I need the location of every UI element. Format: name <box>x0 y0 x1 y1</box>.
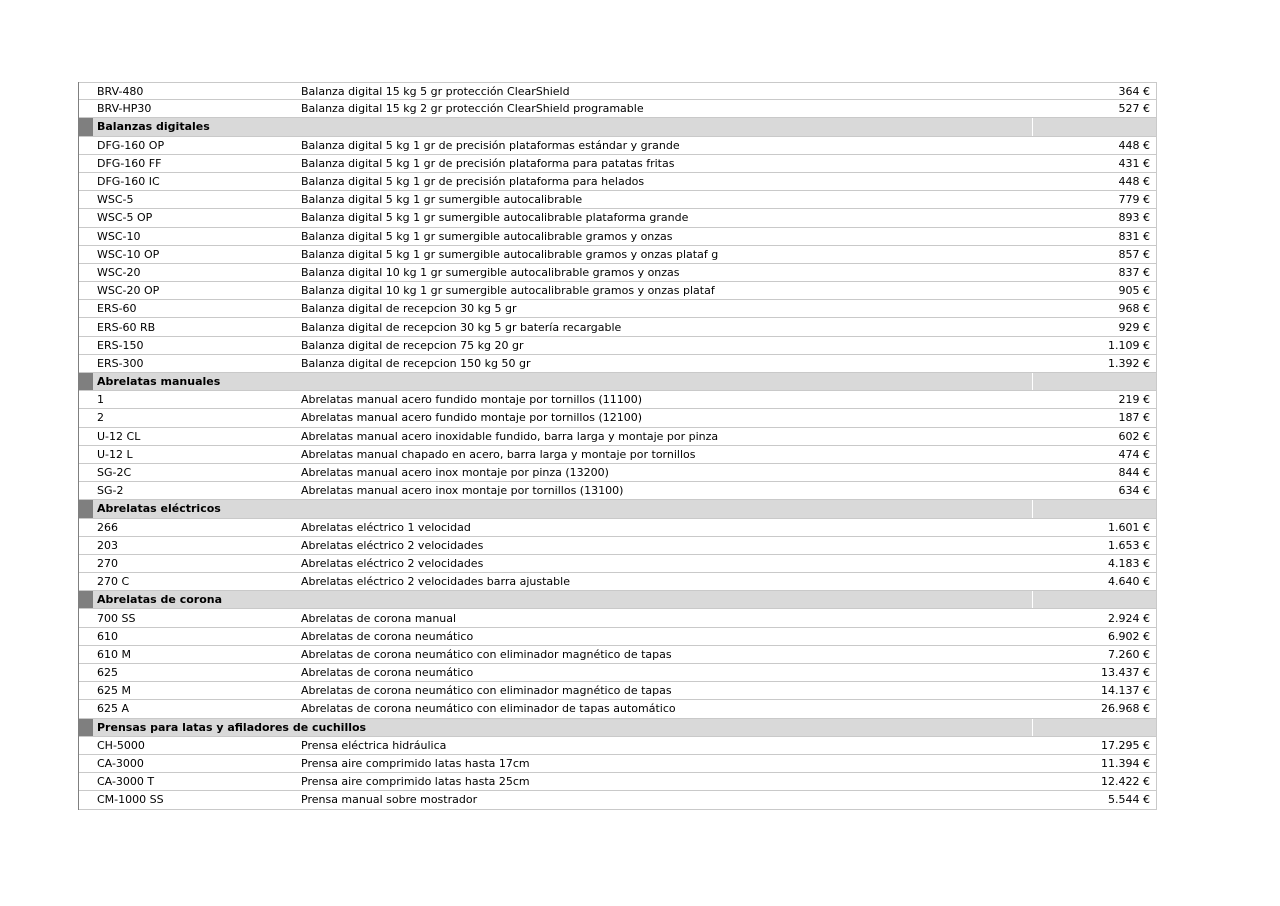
section-header-row <box>79 118 1157 136</box>
product-price: 844 € <box>1118 466 1150 480</box>
section-divider <box>1032 719 1033 736</box>
product-code: CA-3000 <box>97 757 144 771</box>
product-description: Prensa aire comprimido latas hasta 25cm <box>301 775 530 789</box>
table-row <box>79 446 1157 464</box>
product-description: Abrelatas manual acero inox montaje por tornillos (13100) <box>301 484 624 498</box>
product-price: 474 € <box>1118 447 1150 461</box>
table-row <box>79 82 1157 100</box>
table-row <box>79 100 1157 118</box>
product-description: Abrelatas eléctrico 2 velocidades <box>301 556 484 570</box>
section-marker <box>79 591 93 608</box>
section-title: Prensas para latas y afiladores de cuchillos <box>97 720 367 734</box>
product-description: Balanza digital 5 kg 1 gr sumergible autocalibrable plataforma grande <box>301 211 689 225</box>
row-gutter <box>79 264 93 281</box>
product-code: ERS-60 <box>97 302 137 316</box>
section-marker <box>79 719 93 736</box>
row-gutter <box>79 609 93 626</box>
table-row <box>79 537 1157 555</box>
product-price: 929 € <box>1118 320 1150 334</box>
row-gutter <box>79 482 93 499</box>
table-row <box>79 337 1157 355</box>
table-row <box>79 682 1157 700</box>
row-gutter <box>79 246 93 263</box>
row-gutter <box>79 664 93 681</box>
row-gutter <box>79 537 93 554</box>
product-price: 905 € <box>1118 284 1150 298</box>
product-code: DFG-160 IC <box>97 175 160 189</box>
product-code: ERS-300 <box>97 356 144 370</box>
table-row <box>79 628 1157 646</box>
product-price: 4.183 € <box>1108 556 1150 570</box>
product-price: 448 € <box>1118 175 1150 189</box>
section-divider <box>1032 118 1033 135</box>
product-price: 6.902 € <box>1108 629 1150 643</box>
table-row <box>79 228 1157 246</box>
product-price: 893 € <box>1118 211 1150 225</box>
row-gutter <box>79 100 93 117</box>
table-row <box>79 664 1157 682</box>
product-description: Balanza digital 5 kg 1 gr sumergible autocalibrable <box>301 193 583 207</box>
table-row <box>79 773 1157 791</box>
section-title: Abrelatas de corona <box>97 593 223 607</box>
table-row <box>79 282 1157 300</box>
product-code: WSC-10 <box>97 229 141 243</box>
table-row <box>79 646 1157 664</box>
row-gutter <box>79 209 93 226</box>
product-description: Balanza digital 5 kg 1 gr de precisión plataformas estándar y grande <box>301 138 680 152</box>
row-gutter <box>79 428 93 445</box>
table-row <box>79 555 1157 573</box>
row-gutter <box>79 228 93 245</box>
row-gutter <box>79 337 93 354</box>
row-gutter <box>79 155 93 172</box>
table-row <box>79 318 1157 336</box>
product-price: 2.924 € <box>1108 611 1150 625</box>
product-description: Balanza digital de recepcion 150 kg 50 gr <box>301 356 531 370</box>
product-code: 610 M <box>97 647 131 661</box>
product-code: 700 SS <box>97 611 136 625</box>
product-description: Abrelatas de corona neumático con eliminador de tapas automático <box>301 702 676 716</box>
row-gutter <box>79 355 93 372</box>
row-gutter <box>79 446 93 463</box>
product-description: Abrelatas de corona neumático <box>301 629 474 643</box>
product-code: U-12 L <box>97 447 133 461</box>
section-header-row <box>79 719 1157 737</box>
table-row <box>79 700 1157 718</box>
row-gutter <box>79 282 93 299</box>
row-gutter <box>79 646 93 663</box>
product-description: Balanza digital 15 kg 5 gr protección ClearShield <box>301 84 570 98</box>
product-description: Balanza digital de recepcion 75 kg 20 gr <box>301 338 524 352</box>
product-description: Prensa aire comprimido latas hasta 17cm <box>301 757 530 771</box>
product-code: DFG-160 FF <box>97 156 162 170</box>
product-price: 779 € <box>1118 193 1150 207</box>
product-code: 270 <box>97 556 118 570</box>
product-code: 625 M <box>97 684 131 698</box>
product-code: 1 <box>97 393 104 407</box>
product-description: Balanza digital 10 kg 1 gr sumergible autocalibrable gramos y onzas plataf <box>301 284 715 298</box>
table-row <box>79 173 1157 191</box>
product-price: 187 € <box>1118 411 1150 425</box>
row-gutter <box>79 555 93 572</box>
product-price: 364 € <box>1118 84 1150 98</box>
product-description: Abrelatas eléctrico 2 velocidades <box>301 538 484 552</box>
product-code: SG-2C <box>97 466 132 480</box>
product-price: 14.137 € <box>1101 684 1150 698</box>
section-title: Balanzas digitales <box>97 120 210 134</box>
product-price: 831 € <box>1118 229 1150 243</box>
table-row <box>79 391 1157 409</box>
table-row <box>79 300 1157 318</box>
section-title: Abrelatas eléctricos <box>97 502 221 516</box>
section-title: Abrelatas manuales <box>97 375 221 389</box>
table-row <box>79 264 1157 282</box>
product-price: 527 € <box>1118 102 1150 116</box>
product-code: WSC-20 OP <box>97 284 160 298</box>
product-code: ERS-60 RB <box>97 320 156 334</box>
product-description: Balanza digital 5 kg 1 gr de precisión plataforma para helados <box>301 175 645 189</box>
product-code: CH-5000 <box>97 738 145 752</box>
table-row <box>79 355 1157 373</box>
product-price: 26.968 € <box>1101 702 1150 716</box>
row-gutter <box>79 391 93 408</box>
product-code: WSC-20 <box>97 265 141 279</box>
product-description: Balanza digital 5 kg 1 gr sumergible autocalibrable gramos y onzas <box>301 229 673 243</box>
product-description: Balanza digital 5 kg 1 gr sumergible autocalibrable gramos y onzas plataf g <box>301 247 719 261</box>
row-gutter <box>79 318 93 335</box>
table-row <box>79 609 1157 627</box>
section-header-row <box>79 591 1157 609</box>
section-divider <box>1032 373 1033 390</box>
product-price: 431 € <box>1118 156 1150 170</box>
product-code: 203 <box>97 538 118 552</box>
section-header-row <box>79 500 1157 518</box>
product-code: 266 <box>97 520 118 534</box>
product-price: 5.544 € <box>1108 793 1150 807</box>
product-description: Balanza digital 15 kg 2 gr protección ClearShield programable <box>301 102 644 116</box>
product-price: 4.640 € <box>1108 575 1150 589</box>
product-description: Abrelatas de corona neumático con eliminador magnético de tapas <box>301 647 672 661</box>
product-description: Abrelatas manual acero fundido montaje por tornillos (11100) <box>301 393 643 407</box>
section-divider <box>1032 500 1033 517</box>
table-row <box>79 737 1157 755</box>
row-gutter <box>79 191 93 208</box>
product-code: CA-3000 T <box>97 775 155 789</box>
product-code: 610 <box>97 629 118 643</box>
section-marker <box>79 118 93 135</box>
product-description: Abrelatas eléctrico 2 velocidades barra ajustable <box>301 575 570 589</box>
row-gutter <box>79 628 93 645</box>
product-price: 634 € <box>1118 484 1150 498</box>
table-row <box>79 464 1157 482</box>
product-code: WSC-5 <box>97 193 134 207</box>
product-code: BRV-480 <box>97 84 144 98</box>
product-code: WSC-10 OP <box>97 247 160 261</box>
row-gutter <box>79 464 93 481</box>
row-gutter <box>79 519 93 536</box>
product-description: Abrelatas manual acero inox montaje por pinza (13200) <box>301 466 609 480</box>
table-row <box>79 155 1157 173</box>
product-description: Abrelatas manual acero fundido montaje por tornillos (12100) <box>301 411 643 425</box>
price-list-table <box>78 82 1157 810</box>
product-code: 2 <box>97 411 104 425</box>
row-gutter <box>79 300 93 317</box>
section-header-row <box>79 373 1157 391</box>
row-gutter <box>79 682 93 699</box>
product-price: 1.653 € <box>1108 538 1150 552</box>
table-row <box>79 755 1157 773</box>
product-description: Balanza digital de recepcion 30 kg 5 gr batería recargable <box>301 320 622 334</box>
product-description: Abrelatas de corona neumático <box>301 666 474 680</box>
product-price: 7.260 € <box>1108 647 1150 661</box>
table-row <box>79 482 1157 500</box>
product-description: Abrelatas manual chapado en acero, barra larga y montaje por tornillos <box>301 447 696 461</box>
row-gutter <box>79 755 93 772</box>
row-gutter <box>79 83 93 99</box>
product-price: 602 € <box>1118 429 1150 443</box>
row-gutter <box>79 573 93 590</box>
row-gutter <box>79 700 93 717</box>
row-gutter <box>79 773 93 790</box>
product-description: Balanza digital de recepcion 30 kg 5 gr <box>301 302 517 316</box>
product-code: SG-2 <box>97 484 124 498</box>
table-row <box>79 137 1157 155</box>
row-gutter <box>79 737 93 754</box>
product-code: ERS-150 <box>97 338 144 352</box>
product-description: Prensa eléctrica hidráulica <box>301 738 447 752</box>
product-price: 219 € <box>1118 393 1150 407</box>
row-gutter <box>79 137 93 154</box>
product-description: Prensa manual sobre mostrador <box>301 793 478 807</box>
product-description: Abrelatas de corona manual <box>301 611 457 625</box>
product-code: BRV-HP30 <box>97 102 152 116</box>
product-price: 1.601 € <box>1108 520 1150 534</box>
table-row <box>79 246 1157 264</box>
table-row <box>79 573 1157 591</box>
product-code: 625 <box>97 666 118 680</box>
row-gutter <box>79 409 93 426</box>
table-row <box>79 191 1157 209</box>
product-price: 448 € <box>1118 138 1150 152</box>
section-divider <box>1032 591 1033 608</box>
row-gutter <box>79 791 93 808</box>
product-price: 11.394 € <box>1101 757 1150 771</box>
product-code: 625 A <box>97 702 130 716</box>
product-price: 857 € <box>1118 247 1150 261</box>
section-marker <box>79 500 93 517</box>
product-code: DFG-160 OP <box>97 138 165 152</box>
table-row <box>79 409 1157 427</box>
product-description: Abrelatas eléctrico 1 velocidad <box>301 520 471 534</box>
product-price: 17.295 € <box>1101 738 1150 752</box>
product-description: Balanza digital 5 kg 1 gr de precisión plataforma para patatas fritas <box>301 156 675 170</box>
table-row <box>79 519 1157 537</box>
product-code: CM-1000 SS <box>97 793 164 807</box>
product-code: WSC-5 OP <box>97 211 153 225</box>
table-row <box>79 428 1157 446</box>
product-price: 1.109 € <box>1108 338 1150 352</box>
product-code: 270 C <box>97 575 130 589</box>
table-row <box>79 209 1157 227</box>
table-row <box>79 791 1157 809</box>
row-gutter <box>79 173 93 190</box>
product-price: 13.437 € <box>1101 666 1150 680</box>
product-description: Abrelatas manual acero inoxidable fundido, barra larga y montaje por pinza <box>301 429 719 443</box>
product-price: 837 € <box>1118 265 1150 279</box>
section-marker <box>79 373 93 390</box>
product-price: 12.422 € <box>1101 775 1150 789</box>
product-price: 1.392 € <box>1108 356 1150 370</box>
product-description: Balanza digital 10 kg 1 gr sumergible autocalibrable gramos y onzas <box>301 265 680 279</box>
product-price: 968 € <box>1118 302 1150 316</box>
product-code: U-12 CL <box>97 429 141 443</box>
product-description: Abrelatas de corona neumático con eliminador magnético de tapas <box>301 684 672 698</box>
